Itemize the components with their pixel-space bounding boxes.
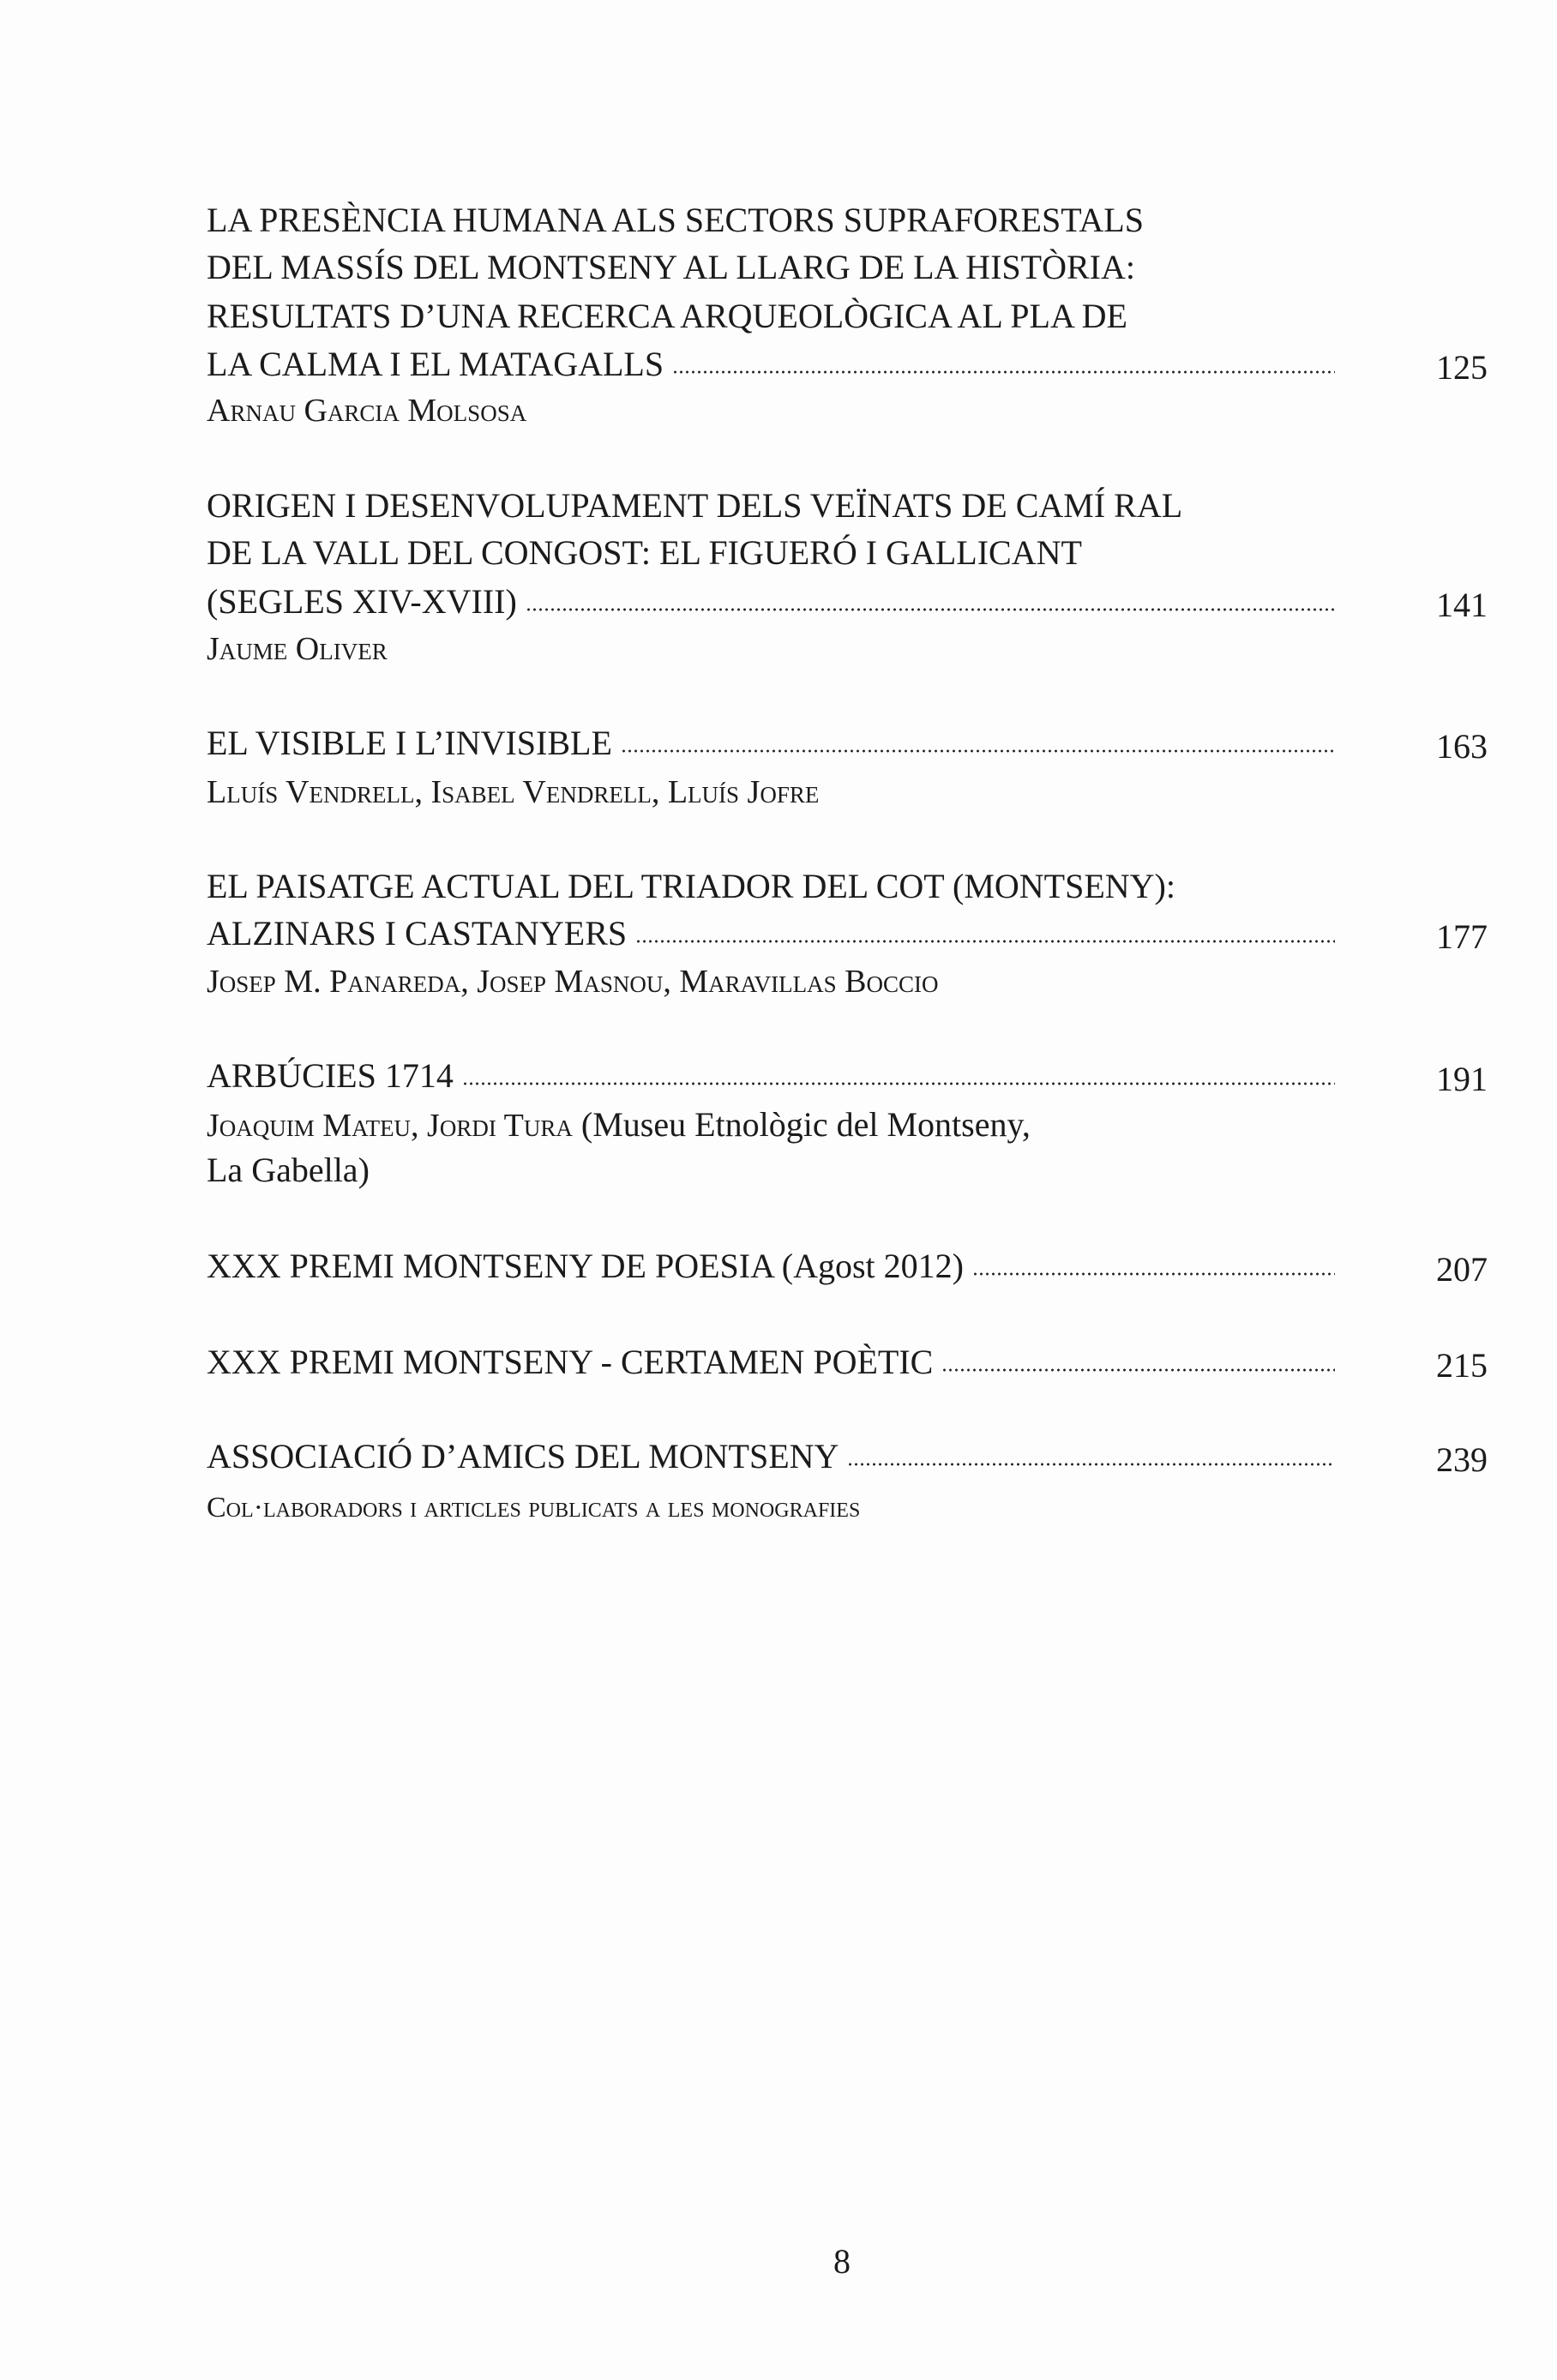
- toc-entry-leader: [207, 910, 1335, 958]
- entry-title-line: LA CALMA I EL MATAGALLS: [207, 345, 664, 383]
- entry-authors: [207, 1101, 1031, 1149]
- toc-entry-leader: [207, 1338, 1335, 1386]
- toc-entry-leader: [207, 1052, 1335, 1100]
- author-affiliation: (Museu Etnològic del Montseny,: [580, 1105, 1031, 1144]
- page-number: 215: [1436, 1346, 1488, 1385]
- entry-title-line: XXX PREMI MONTSENY - CERTAMEN POÈTIC: [207, 1343, 934, 1381]
- author-affiliation: La Gabella): [207, 1151, 370, 1189]
- entry-title-line: EL VISIBLE I L’INVISIBLE: [207, 724, 612, 762]
- page-number: 191: [1436, 1060, 1488, 1098]
- page-folio: 8: [833, 2242, 851, 2281]
- entry-authors: Lluís Vendrell, Isabel Vendrell, Lluís Jofre: [207, 774, 820, 810]
- dot-leader: [941, 1368, 1335, 1372]
- entry-title-line: XXX PREMI MONTSENY DE POESIA (Agost 2012): [207, 1247, 964, 1285]
- entry-subtitle: Col·laboradors i articles publicats a les monografies: [207, 1492, 861, 1524]
- dot-leader: [462, 1082, 1335, 1085]
- entry-authors: Jaume Oliver: [207, 631, 388, 667]
- page-number: 207: [1436, 1250, 1488, 1289]
- entry-title-line: RESULTATS D’UNA RECERCA ARQUEOLÒGICA AL PLA DE: [207, 297, 1127, 335]
- dot-leader: [672, 370, 1335, 374]
- page-number: 239: [1436, 1440, 1488, 1479]
- toc-entry-leader: [207, 578, 1335, 626]
- page-number: 163: [1436, 727, 1488, 766]
- page-number: 141: [1436, 586, 1488, 624]
- toc-entry-leader: [207, 719, 1335, 767]
- entry-title-line: (SEGLES XIV-XVIII): [207, 582, 517, 621]
- entry-title-line: ARBÚCIES 1714: [207, 1056, 454, 1095]
- dot-leader: [635, 940, 1335, 943]
- entry-title-line: EL PAISATGE ACTUAL DEL TRIADOR DEL COT (MONTSENY):: [207, 867, 1175, 905]
- entry-title-line: ASSOCIACIÓ D’AMICS DEL MONTSENY: [207, 1437, 839, 1475]
- entry-title-line: ALZINARS I CASTANYERS: [207, 914, 628, 953]
- dot-leader: [526, 608, 1335, 611]
- entry-authors: Josep M. Panareda, Josep Masnou, Maravillas Boccio: [207, 964, 939, 1000]
- entry-title-line: DEL MASSÍS DEL MONTSENY AL LLARG DE LA HISTÒRIA:: [207, 248, 1135, 286]
- author-names: Joaquim Mateu, Jordi Tura: [207, 1108, 573, 1144]
- dot-leader: [847, 1463, 1335, 1466]
- dot-leader: [972, 1272, 1335, 1276]
- toc-entry-leader: [207, 1433, 1335, 1481]
- page-number: 125: [1436, 348, 1488, 387]
- entry-authors: Arnau Garcia Molsosa: [207, 393, 527, 429]
- dot-leader: [621, 749, 1335, 753]
- entry-title-line: LA PRESÈNCIA HUMANA ALS SECTORS SUPRAFORESTALS: [207, 201, 1144, 239]
- page-number: 177: [1436, 917, 1488, 956]
- entry-title-line: DE LA VALL DEL CONGOST: EL FIGUERÓ I GALLICANT: [207, 533, 1082, 572]
- toc-entry-leader: [207, 340, 1335, 388]
- toc-entry-leader: [207, 1242, 1335, 1290]
- entry-title-line: ORIGEN I DESENVOLUPAMENT DELS VEÏNATS DE CAMÍ RAL: [207, 486, 1183, 525]
